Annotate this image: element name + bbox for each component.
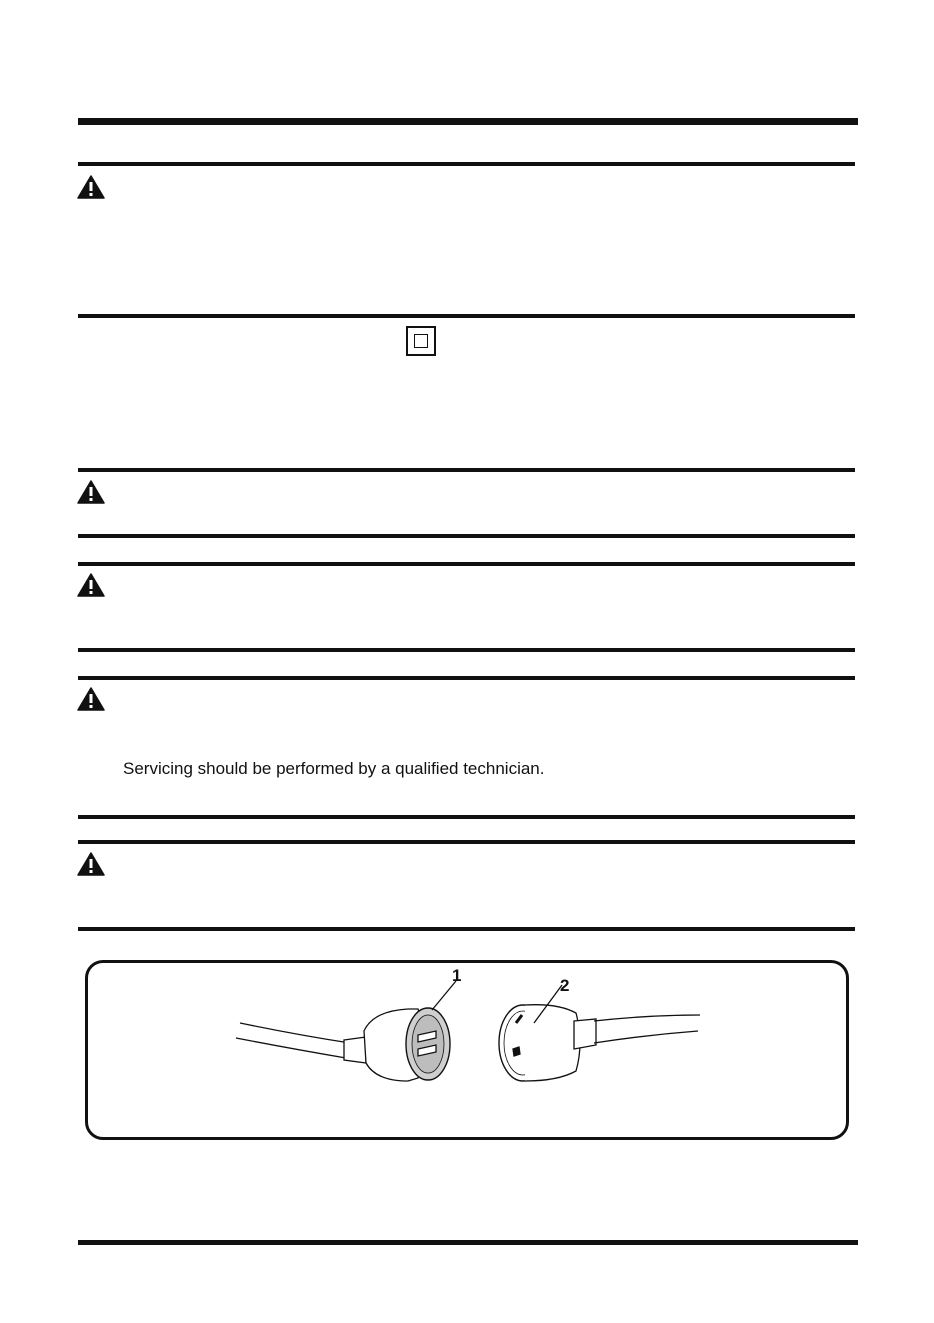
section-rule — [78, 927, 855, 931]
section-rule — [78, 314, 855, 318]
section-rule — [78, 468, 855, 472]
servicing-note: Servicing should be performed by a qualified technician. — [123, 759, 545, 778]
section-rule — [78, 815, 855, 819]
section-rule — [78, 162, 855, 166]
receptacle-icon — [499, 985, 700, 1081]
plug-icon — [236, 981, 456, 1081]
warning-triangle-icon — [77, 573, 105, 597]
warning-triangle-icon — [77, 175, 105, 199]
cord-illustration — [88, 963, 852, 1143]
section-rule — [78, 840, 855, 844]
warning-triangle-icon — [77, 852, 105, 876]
warning-triangle-icon — [77, 687, 105, 711]
warning-triangle-icon — [77, 480, 105, 504]
section-rule — [78, 648, 855, 652]
section-rule — [78, 534, 855, 538]
callout-2: 2 — [560, 976, 570, 995]
top-rule — [78, 118, 858, 125]
bottom-rule — [78, 1240, 858, 1245]
section-rule — [78, 676, 855, 680]
section-rule — [78, 562, 855, 566]
cord-figure — [85, 960, 849, 1140]
double-insulated-icon — [406, 326, 436, 356]
callout-1: 1 — [452, 966, 462, 985]
